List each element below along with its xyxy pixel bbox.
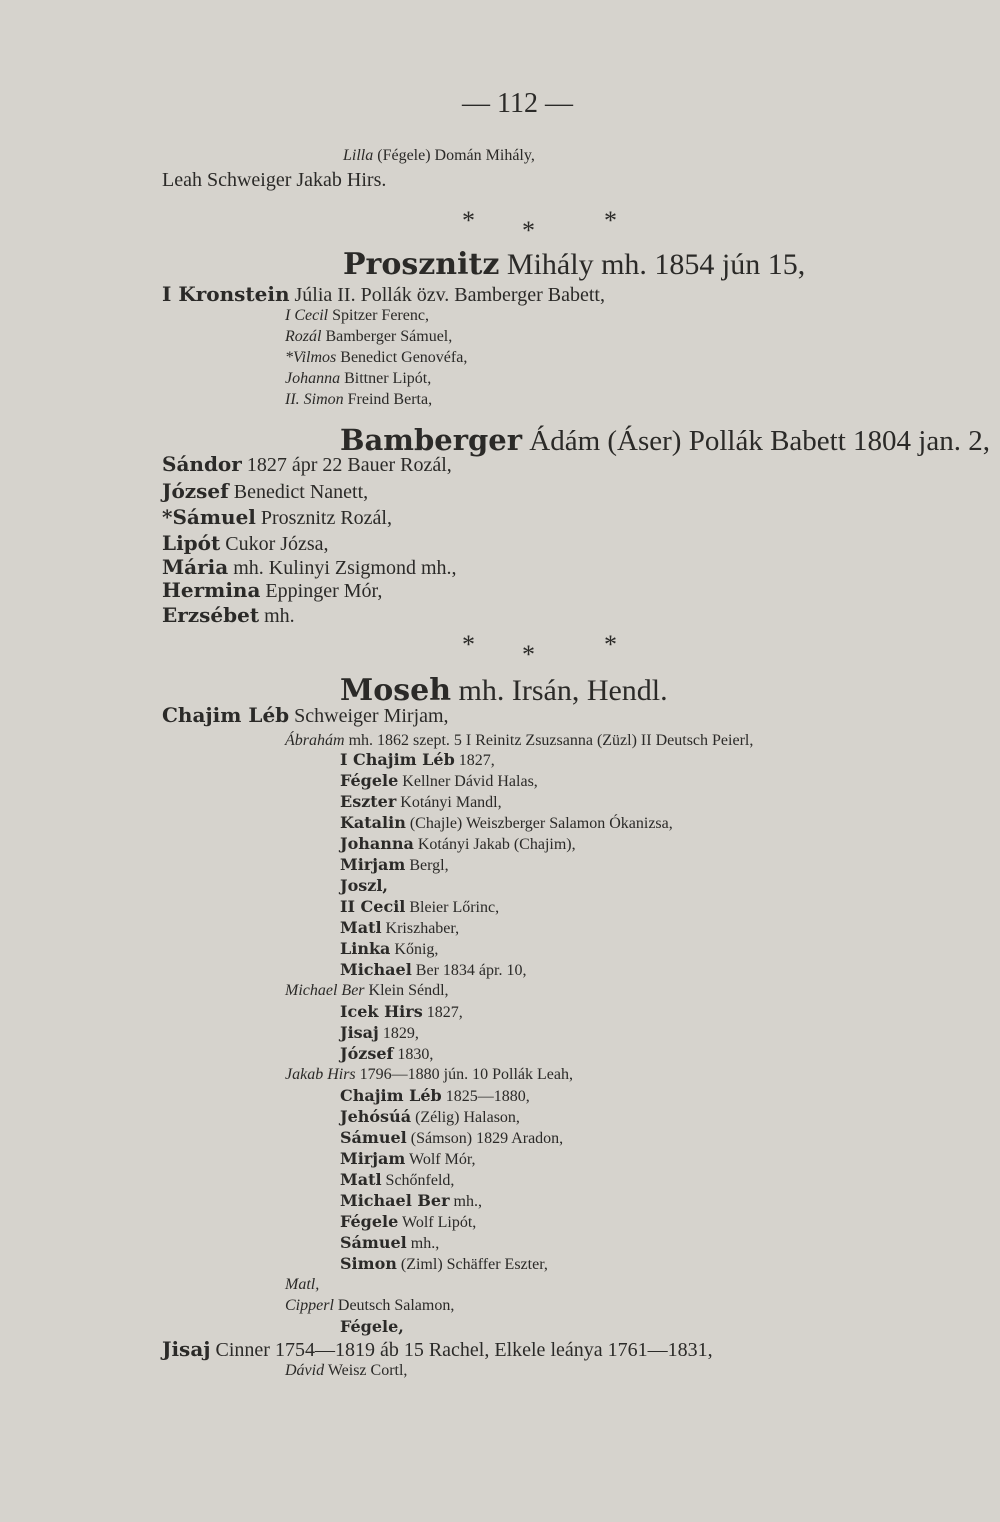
name-bold: Bamberger [340,423,523,457]
entry-text: Ádám (Áser) Pollák Babett 1804 jan. 2, [522,425,990,457]
entry-text: Kriszhaber, [381,920,460,937]
name-bold: Moseh [340,673,452,708]
name-italic: Lilla [343,147,374,164]
name-bold: Michael [340,960,412,979]
text-line [340,1172,454,1189]
entry-text: Wolf Mór, [405,1151,476,1168]
asterisk-mark: * [462,630,475,659]
entry-text: Kellner Dávid Halas, [398,773,538,790]
name-bold: II Cecil [340,897,406,916]
name-italic: II. Simon [285,391,344,408]
text-line [162,170,386,190]
asterisk-mark: * [604,206,617,235]
text-line [285,733,753,749]
text-line [162,1339,713,1360]
entry-text: mh. Kulinyi Zsigmond mh., [228,557,457,579]
name-bold: *Sámuel [162,505,256,529]
name-italic: Johanna [285,370,341,387]
text-line [340,773,538,790]
name-bold: Hermina [162,578,261,602]
text-line [285,983,449,999]
name-bold: Fégele [340,771,399,790]
name-bold: Fégele [340,1212,399,1231]
text-line [340,962,526,979]
text-line [343,148,535,164]
name-bold: Joszl, [340,876,388,895]
name-bold: I Chajim Léb [340,750,455,769]
page-number: — 112 — [462,88,573,119]
asterisk-mark: * [522,216,535,245]
name-italic: Jakab Hirs [285,1066,356,1083]
text-line [285,350,467,366]
name-bold: I Kronstein [162,282,290,306]
entry-text: Kotányi Mandl, [396,794,502,811]
entry-text: Júlia II. Pollák özv. Bamberger Babett, [289,284,605,306]
text-line [162,557,457,578]
entry-text: 1827, [454,752,495,769]
entry-text: Prosznitz Rozál, [255,507,392,529]
name-bold: Sándor [162,452,242,476]
text-line [162,284,605,305]
name-bold: Chajim Léb [340,1086,442,1105]
text-line [340,1046,433,1063]
name-bold: Linka [340,939,391,958]
entry-text: Benedict Genovéfa, [336,349,468,366]
name-italic: I Cecil [285,307,329,324]
name-bold: Jisaj [340,1023,379,1042]
entry-text: mh., [449,1193,482,1210]
text-line [285,329,452,345]
asterisk-mark: * [462,206,475,235]
text-line [162,705,449,726]
name-bold: Matl [340,918,382,937]
entry-text: (Ziml) Schäffer Eszter, [396,1256,548,1273]
name-italic: Ábrahám [285,732,345,749]
text-line [285,371,431,387]
name-bold: Sámuel [340,1128,407,1147]
name-bold: Mirjam [340,1149,406,1168]
name-bold: Icek Hirs [340,1002,423,1021]
entry-text: Mihály mh. 1854 jún 15, [499,248,806,281]
text-line [340,836,576,853]
name-italic: Rozál [285,328,322,345]
text-line [285,1298,454,1314]
text-line [340,1109,520,1126]
text-line [340,1151,476,1168]
entry-text: 1827 ápr 22 Bauer Rozál, [241,454,452,476]
entry-text: Kotányi Jakab (Chajim), [413,836,576,853]
text-line [340,673,668,708]
text-line [340,1130,563,1147]
text-line [340,1193,482,1210]
text-line [340,1319,404,1336]
text-line [340,1256,548,1273]
entry-text: Schweiger Mirjam, [289,705,449,727]
entry-text: 1796—1880 jún. 10 Pollák Leah, [355,1066,573,1083]
name-bold: József [162,479,229,503]
name-bold: Fégele, [340,1317,404,1336]
name-bold: József [340,1044,394,1063]
text-line [162,533,329,554]
name-italic: Matl, [285,1276,320,1293]
text-line [340,815,673,832]
section-separator [0,630,1000,669]
entry-text: (Sámson) 1829 Aradon, [406,1130,564,1147]
entry-text: Schőnfeld, [381,1172,455,1189]
entry-text: Eppinger Mór, [260,580,383,602]
entry-text: Klein Séndl, [364,982,449,999]
entry-text: Kőnig, [390,941,439,958]
entry-text: Bamberger Sámuel, [321,328,453,345]
text-line [340,920,459,937]
name-bold: Mirjam [340,855,406,874]
name-bold: Johanna [340,834,414,853]
section-separator [0,206,1000,245]
entry-text: 1827, [422,1004,463,1021]
entry-text: mh., [406,1235,440,1252]
asterisk-mark: * [522,640,535,669]
text-line [343,247,806,282]
entry-text: Cinner 1754—1819 áb 15 Rachel, Elkele leánya 1761—1831, [210,1339,713,1361]
text-line [340,878,388,895]
text-line [285,1067,573,1083]
text-line [162,481,368,502]
text-line [162,454,452,475]
name-italic: Dávid [285,1362,325,1379]
name-bold: Michael Ber [340,1191,450,1210]
text-line [162,507,392,528]
entry-text: Weisz Cortl, [324,1362,408,1379]
entry-text: Bleier Lőrinc, [405,899,500,916]
name-italic: Michael Ber [285,982,365,999]
entry-text: Bergl, [405,857,449,874]
text-line [285,1277,319,1293]
text-line [340,1214,476,1231]
text-line [340,1025,419,1042]
name-bold: Katalin [340,813,406,832]
entry-text: Ber 1834 ápr. 10, [411,962,527,979]
name-italic: Cipperl [285,1297,334,1314]
entry-text: (Chajle) Weiszberger Salamon Ókanizsa, [405,815,673,832]
entry-text: 1829, [378,1025,419,1042]
text-line [340,752,495,769]
name-bold: Mária [162,555,229,579]
entry-text: (Zélig) Halason, [411,1109,520,1126]
entry-text: Cukor Józsa, [220,533,329,555]
name-bold: Lipót [162,531,221,555]
entry-text: Freind Berta, [343,391,433,408]
name-bold: Sámuel [340,1233,407,1252]
entry-text: 1830, [393,1046,434,1063]
entry-text: Bittner Lipót, [340,370,432,387]
text-line [340,423,990,457]
text-line [162,580,382,601]
name-bold: Simon [340,1254,397,1273]
text-line [285,392,432,408]
name-bold: Jehósúá [340,1107,412,1126]
text-line [340,1004,463,1021]
entry-text: mh. 1862 szept. 5 I Reinitz Zsuzsanna (Züzl) II Deutsch Peierl, [344,732,754,749]
text-line [285,1363,407,1379]
name-italic: *Vilmos [285,349,337,366]
entry-text: (Fégele) Domán Mihály, [373,147,535,164]
text-line [285,308,429,324]
entry-text: mh. Irsán, Hendl. [451,674,668,707]
text-line [340,857,449,874]
text-line [162,605,295,626]
text-line [340,941,438,958]
text-line [340,794,502,811]
name-bold: Jisaj [162,1337,211,1361]
entry-text: Spitzer Ferenc, [328,307,429,324]
name-bold: Prosznitz [343,247,500,282]
name-bold: Eszter [340,792,397,811]
entry-text: Benedict Nanett, [228,481,369,503]
entry-text: Leah Schweiger Jakab Hirs. [162,169,387,191]
entry-text: mh. [259,605,295,627]
text-line [340,1235,439,1252]
entry-text: Deutsch Salamon, [333,1297,455,1314]
asterisk-mark: * [604,630,617,659]
entry-text: Wolf Lipót, [398,1214,477,1231]
name-bold: Chajim Léb [162,703,290,727]
entry-text: 1825—1880, [441,1088,530,1105]
text-line [340,899,499,916]
name-bold: Erzsébet [162,603,260,627]
text-line [340,1088,530,1105]
name-bold: Matl [340,1170,382,1189]
